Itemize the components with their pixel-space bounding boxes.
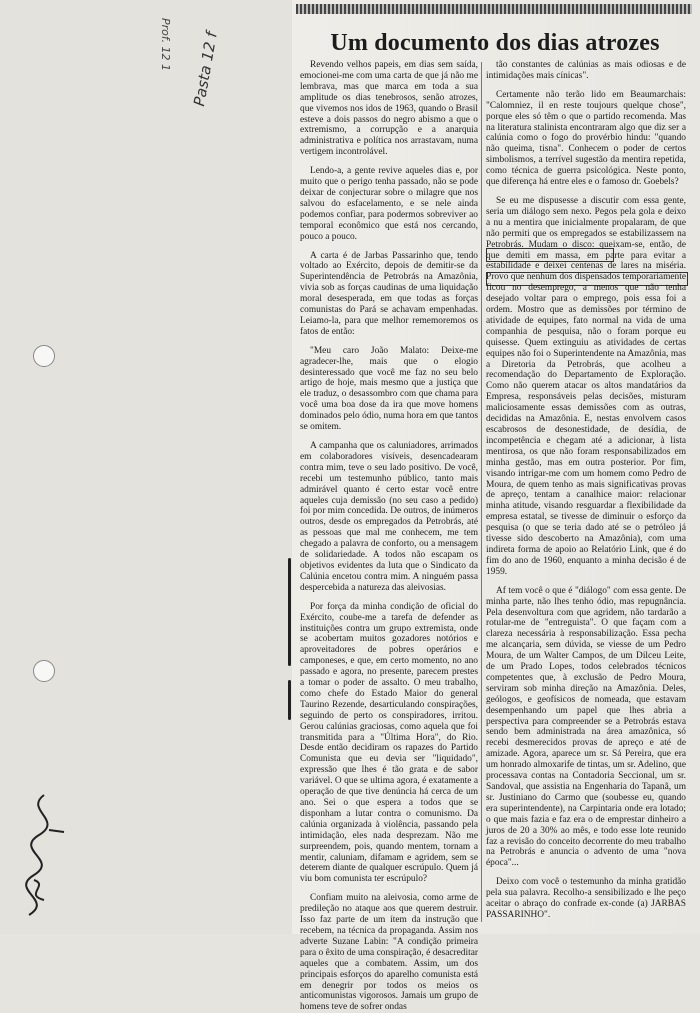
paragraph: Se eu me dispusesse a discutir com essa gente, seria um diálogo sem nexo. Pegos pela gola e deixo a nu a mentira que inicialmente propalaram, de que não permiti que os empregados se estabilizassem na Petrobrás. Mudam o disco: queixam-se, então, de que demiti em massa, em parte para evitar a estabilidade e deixei centenas de lares na miséria. Provo que nenhum dos dispensados temporariamente ficou no desemprego, a menos que não tenha desejado voltar para o emprego, pois essa foi a ordem. Mostro que as demissões por término de atividade de equipes, fato normal na vida de uma companhia de pesquisa, não o foram porque eu quisesse. Quem extinguiu as atividades de certas equipes não foi o Superintendente na Amazônia, mas a Diretoria da Petrobrás, que acolheu a recomendação do Departamento de Exploração. Como não querem atacar os altos mandatários da Empresa, responsáveis pelas decisões, misturam maliciosamente essas demissões com as outras, decididas na Amazônia. E, nestas envolvem casos escabrosos de desonestidade, de desídia, de incompetência e chegam até a adicionar, à lista mentirosa, os que não foram responsabilizados em minha gestão, mas em outra posterior. Por fim, visando intrigar-me com um homem como Pedro de Moura, de quem tenho as mais significativas provas de apreço, tentam a canalhice maior: relacionar minha atitude, visando resguardar a flexibilidade da empresa estatal, se tivesse de diminuir o esforço da pesquisa (o que se teria dado até se o petróleo já tivesse sido descoberto na Amazônia), com uma indireta forma de apoio ao Relatório Link, que é do fim do ano de 1960, enquanto a minha decisão é de 1959. [486,195,686,577]
reference-code: Prof. 12 1 [159,18,172,72]
handwritten-signature [14,790,74,930]
punch-hole [33,660,55,682]
article-column-left [300,60,478,1013]
paragraph: Confiam muito na aleivosia, como arme de predileção no ataque aos que querem destruir. Isso faz parte de um ítem da instrução que recebem, na técnica da propaganda. Assim nos adverte Suzane Labin: "A condição primeira para o êxito de uma conspiração, é desacreditar aqueles que a combatem. Assim, um dos principais esforços do aparelho comunista está em denegrir por todos os meios os anticomunistas vigorosos. Jamais um grupo de homens teve de sofrer ondas [300,893,478,1013]
paragraph: "Meu caro João Malato: Deixe-me agradecer-lhe, mais que o elogio desinteressado que você me faz no seu belo artigo de hoje, mais mesmo que a justiça que ele traduz, o desassombro com que chama para você uma boa dose da ira que move homens dominados pelo ódio, numa hora em que tantos se omitem. [300,345,478,433]
paragraph: Af tem você o que é "diálogo" com essa gente. De minha parte, não lhes tenho ódio, mas repugnância. Pela desenvoltura com que agridem, não tardarão a rotular-me de "entreguista". O que façam com a clareza necessária à responsabilização. Essa pecha me alcançaria, sem dúvida, se viesse de um Pedro Moura, de um Walter Campos, de um Dilceu Leite, de um Prado Lopes, todos celebrados técnicos competentes que, à exclusão de Pedro Moura, serviram sob minha direção na Amazônia. Deles, geólogos, e geofísicos de nomeada, que estavam desempenhando um papel que lhes abria a perspectiva para compreender se a Petrobrás estava sendo bem administrada na área amazônica, só recebi desmerecidos provas de apreço e até de amizade. Agora, aparece um sr. Sá Pereira, que era um honrado almoxarife de tintas, um sr. Adelino, que processava contas na Contadoria Seccional, um sr. Sandoval, que assistia na Engenharia do Tapanã, um sr. Justiniano do Carmo que (soubesse eu, quando era superintendente), na Carpintaria onde era lotado; o que mais fazia e faz era o de emprestar dinheiro a juros de 20 a 30% ao mês, e todo esse lote reunido faz a revisão do conceito decorrente do meu trabalho na Petrobrás e anuncia o advento de uma "nova época"... [486,585,686,869]
article-title: Um documento dos dias atrozes [330,30,660,56]
column-divider [481,62,482,922]
paragraph: Por força da minha condição de oficial do Exército, coube-me a tarefa de defender as instituições contra um grupo extremista, onde se acobertam muitos gozadores notórios e aproveitadores de pobres operários e camponeses, e que, em certo momento, no ano passado e agora, no presente, parecem prestes a tomar o poder de assalto. O meu trabalho, como chefe do Estado Maior do general Taurino Rezende, desarticulando conspirações, seguindo de perto os conspiradores, irritou. Gerou calúnias graciosas, como aquela que foi transmitida para a "Última Hora", do Rio. Desde então decidiram os rapazes do Partido Comunista que eu devia ser "liquidado", expressão que lhes é tão grata e de sabor variável. O que se ultima agora, é exatamente a operação de que tive denúncia há cerca de um ano. Sei o que espera a todos que se disponham a lutar contra o comunismo. Da calúnia organizada à violência, passando pela intimidação, eles nada desprezam. Não me surpreendem, pois, quando mentem, tornam a mentir, caluniam, difamam e agridem, sem se deterem diante de qualquer escrúpulo. Quem já viu bom comunista ter escrúpulo? [300,601,478,885]
paragraph: tão constantes de calúnias as mais odiosas e de intimidações mais cínicas". [486,60,686,81]
pen-margin-mark [288,558,291,666]
pen-margin-mark [288,680,291,720]
article-column-right [486,60,686,928]
paragraph: Certamente não terão lido em Beaumarchais: "Calomniez, il en reste toujours quelque chose", porque eles só têm o que o partido recomenda. Mas na literatura stalinista encontraram algo que diz ser a calúnia como o fogo do provérbio hindu: "quando não queima, tisna". Conhecem o poder de certos simbolismos, a terrível sugestão da mentira repetida, como técnica de guerra psicológica. Neste ponto, que diferença há entre eles e o famoso dr. Goebels? [486,89,686,188]
paragraph: Lendo-a, a gente revive aqueles dias e, por muito que o perigo tenha passado, não se pode deixar de conjecturar sobre o milagre que nos salvou do esfacelamento, e se nele ainda podemos confiar, para podermos sobreviver ao temporal econômico que está nos cercando, pouco a pouco. [300,166,478,242]
clipping-header-bar [296,4,692,14]
paragraph: A campanha que os caluniadores, arrimados em colaboradores visíveis, desencadearam contra mim, teve o seu lado positivo. De você, recebi um testemunho público, tanto mais admirável quanto é certo estar você entre aqueles cuja demissão (no seu caso a pedido) foi por mim concedida. De outros, de inúmeros outros, desde os empregados da Petrobrás, até as pessoas que mal me conhecem, me tem chegado a palavra de conforto, ou a mensagem de solidariedade. A todos não escapam os objetivos evidentes da luta que o Sindicato da Calúnia encetou contra mim. A ninguém passa despercebida a natureza das aleivosias. [300,441,478,593]
punch-hole [33,345,55,367]
paragraph: Revendo velhos papeis, em dias sem saída, emocionei-me com uma carta de que já não me lembrava, mas que marca em toda a sua amplitude os dias tenebrosos, senão atrozes, que vivemos nos idos de 1963, quando o Brasil esteve a dois passos do negro abismo a que o extremismo, a corrupção e a anarquia administrativa e política nos arrastavam, numa vertigem incontrolável. [300,60,478,158]
paragraph: Deixo com você o testemunho da minha gratidão pela sua palavra. Recolho-a sensibilizado e lhe peço aceitar o abraço do confrade ex-conde (a) JARBAS PASSARINHO". [486,877,686,920]
paragraph: A carta é de Jarbas Passarinho que, tendo voltado ao Exército, depois de demitir-se da Superintendência de Petrobrás na Amazônia, vivia sob as forças caudinas de uma liquidação moral desesperada, em que todas as forças comunistas do Pará se achavam empenhadas. Leiamo-la, para que melhor rememoremos os fatos de então: [300,250,478,337]
margin-annotation: Pasta 12 f [190,30,221,108]
